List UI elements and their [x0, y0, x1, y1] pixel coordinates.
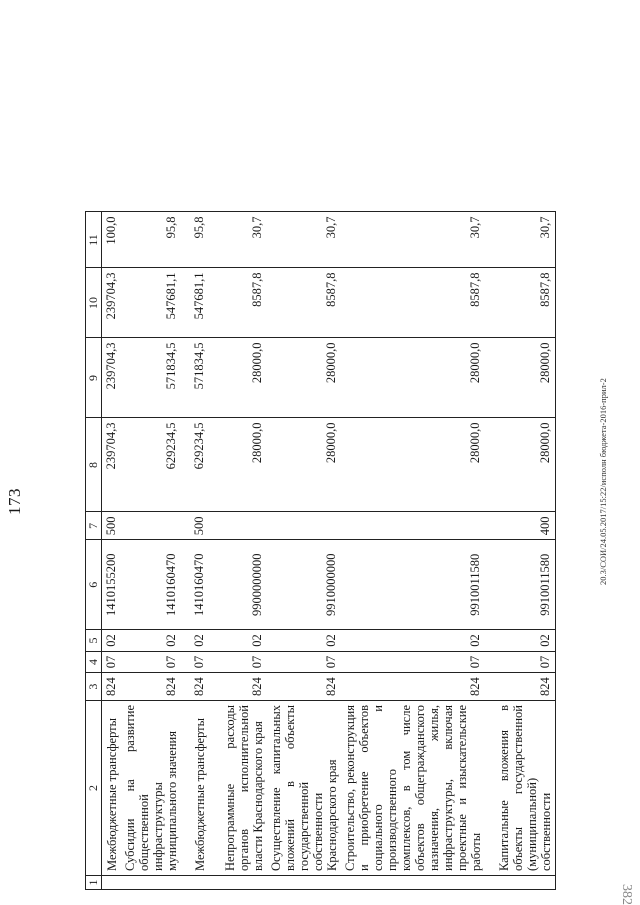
target-article-code: 1410155200 — [102, 540, 122, 630]
executed-amount: 8587,8 — [485, 268, 555, 338]
section-code: 07 — [121, 651, 181, 673]
cell-col-1 — [209, 876, 267, 890]
expense-type-code — [121, 512, 181, 540]
cell-col-1 — [102, 876, 122, 890]
table-row — [341, 212, 485, 890]
approved-amount: 28000,0 — [485, 418, 555, 512]
subsection-code: 02 — [341, 630, 485, 652]
expense-type-code: 400 — [485, 512, 555, 540]
table-row — [181, 212, 209, 890]
column-number: 9 — [86, 338, 102, 418]
page-number: 173 — [5, 488, 24, 515]
expense-name: Межбюджетные трансферты — [102, 701, 122, 876]
executed-amount: 8587,8 — [209, 268, 267, 338]
ministry-code: 824 — [102, 673, 122, 701]
table-row — [102, 212, 122, 890]
expense-type-code — [267, 512, 341, 540]
section-code: 07 — [209, 651, 267, 673]
subsection-code: 02 — [485, 630, 555, 652]
budget-table — [85, 212, 556, 891]
execution-percent: 95,8 — [121, 212, 181, 268]
budget-list-amount: 28000,0 — [267, 338, 341, 418]
expense-name: Капитальные вложения в объекты государственной (муниципальной) собственности — [485, 701, 555, 876]
execution-percent: 95,8 — [181, 212, 209, 268]
budget-list-amount: 571834,5 — [181, 338, 209, 418]
target-article-code: 1410160470 — [181, 540, 209, 630]
subsection-code: 02 — [102, 630, 122, 652]
table-row — [209, 212, 267, 890]
column-number: 7 — [86, 512, 102, 540]
execution-percent: 30,7 — [267, 212, 341, 268]
execution-percent: 30,7 — [209, 212, 267, 268]
expense-type-code — [209, 512, 267, 540]
cell-col-1 — [485, 876, 555, 890]
ministry-code: 824 — [181, 673, 209, 701]
expense-name: Непрограммные расходы органов исполнительной власти Краснодарского края — [209, 701, 267, 876]
expense-name: Осуществление капитальных вложений в объекты государственной собственности Краснодарского края — [267, 701, 341, 876]
approved-amount: 629234,5 — [181, 418, 209, 512]
cell-col-1 — [267, 876, 341, 890]
ministry-code: 824 — [209, 673, 267, 701]
executed-amount: 239704,3 — [102, 268, 122, 338]
expense-type-code: 500 — [181, 512, 209, 540]
ministry-code: 824 — [121, 673, 181, 701]
section-code: 07 — [267, 651, 341, 673]
approved-amount: 28000,0 — [341, 418, 485, 512]
ministry-code: 824 — [341, 673, 485, 701]
column-number: 6 — [86, 540, 102, 630]
section-code: 07 — [102, 651, 122, 673]
budget-list-amount: 28000,0 — [209, 338, 267, 418]
edge-mark: 382 — [619, 884, 634, 905]
column-number: 4 — [86, 651, 102, 673]
expense-name: Межбюджетные трансферты — [181, 701, 209, 876]
approved-amount: 629234,5 — [121, 418, 181, 512]
column-number: 1 — [86, 876, 102, 890]
subsection-code: 02 — [121, 630, 181, 652]
target-article-code: 1410160470 — [121, 540, 181, 630]
column-number-row — [86, 212, 102, 890]
cell-col-1 — [121, 876, 181, 890]
budget-list-amount: 28000,0 — [341, 338, 485, 418]
target-article-code: 9900000000 — [209, 540, 267, 630]
subsection-code: 02 — [181, 630, 209, 652]
column-number: 11 — [86, 212, 102, 268]
execution-percent: 30,7 — [341, 212, 485, 268]
target-article-code: 9910000000 — [267, 540, 341, 630]
approved-amount: 28000,0 — [267, 418, 341, 512]
execution-percent: 100,0 — [102, 212, 122, 268]
target-article-code: 9910011580 — [485, 540, 555, 630]
section-code: 07 — [485, 651, 555, 673]
expense-type-code: 500 — [102, 512, 122, 540]
column-number: 5 — [86, 630, 102, 652]
section-code: 07 — [341, 651, 485, 673]
budget-list-amount: 239704,3 — [102, 338, 122, 418]
section-code: 07 — [181, 651, 209, 673]
approved-amount: 28000,0 — [209, 418, 267, 512]
ministry-code: 824 — [485, 673, 555, 701]
table-row — [485, 212, 555, 890]
executed-amount: 547681,1 — [181, 268, 209, 338]
cell-col-1 — [341, 876, 485, 890]
footer-code: 20.3/СОИ/24.05.2017/15:22/исполн бюджета-2016-прил-2 — [598, 378, 608, 585]
expense-name: Строительство, реконструкция и приобретение объектов социального и производственного комплексов, в том числе объектов общегражданского назначения, жилья, инфраструктуры, включая проектные и изыскательские работы — [341, 701, 485, 876]
budget-list-amount: 571834,5 — [121, 338, 181, 418]
expense-type-code — [341, 512, 485, 540]
execution-percent: 30,7 — [485, 212, 555, 268]
column-number: 2 — [86, 701, 102, 876]
table-row — [267, 212, 341, 890]
expense-name: Субсидии на развитие общественной инфраструктуры муниципального значения — [121, 701, 181, 876]
target-article-code: 9910011580 — [341, 540, 485, 630]
approved-amount: 239704,3 — [102, 418, 122, 512]
subsection-code: 02 — [267, 630, 341, 652]
subsection-code: 02 — [209, 630, 267, 652]
executed-amount: 547681,1 — [121, 268, 181, 338]
column-number: 3 — [86, 673, 102, 701]
column-number: 10 — [86, 268, 102, 338]
table-row — [121, 212, 181, 890]
ministry-code: 824 — [267, 673, 341, 701]
cell-col-1 — [181, 876, 209, 890]
column-number: 8 — [86, 418, 102, 512]
rotated-page — [0, 145, 640, 905]
executed-amount: 8587,8 — [341, 268, 485, 338]
executed-amount: 8587,8 — [267, 268, 341, 338]
budget-list-amount: 28000,0 — [485, 338, 555, 418]
